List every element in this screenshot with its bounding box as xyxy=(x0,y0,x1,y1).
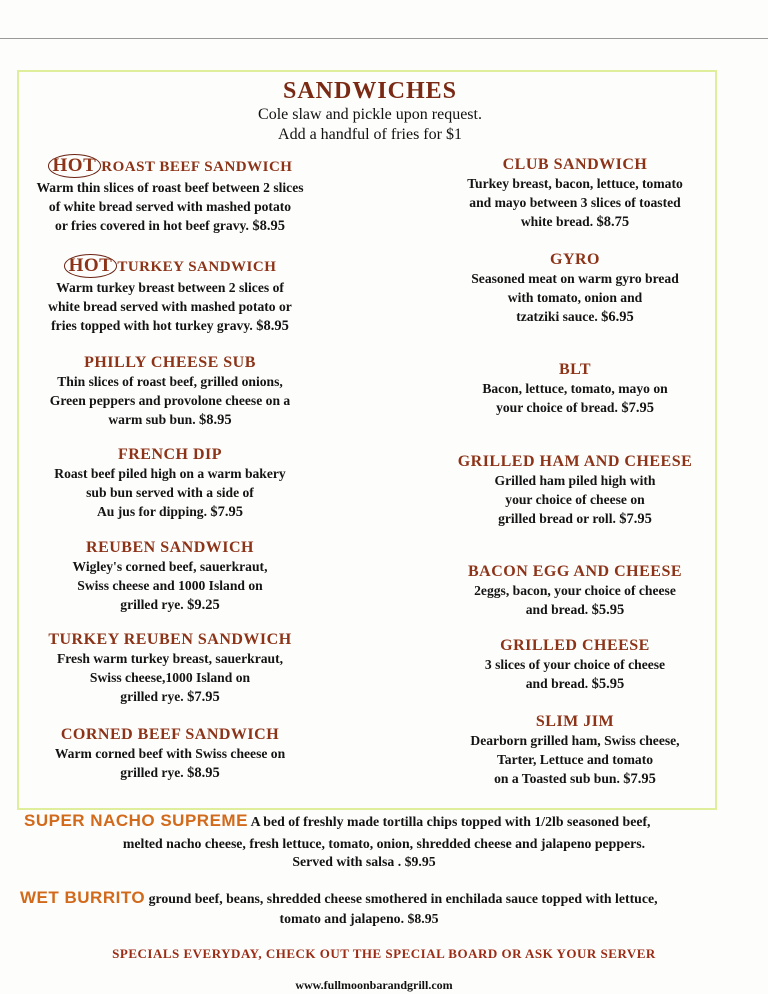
hot-badge: HOT xyxy=(64,254,118,278)
menu-item-hot-turkey: HOT TURKEY SANDWICH Warm turkey breast between 2 slices of white bread served with mashed potato or fries topped with hot turkey gravy. $8.95 xyxy=(48,255,292,334)
nacho-line-2: melted nacho cheese, fresh lettuce, tomato, onion, shredded cheese and jalapeno peppers. xyxy=(122,836,646,851)
menu-item-club-sandwich: CLUB SANDWICH Turkey breast, bacon, lettuce, tomato and mayo between 3 slices of toasted white bread. $8.75 xyxy=(467,156,683,230)
menu-item-grilled-cheese: GRILLED CHEESE 3 slices of your choice of cheese and bread. $5.95 xyxy=(484,637,666,692)
menu-item-bacon-egg-cheese: BACON EGG AND CHEESE 2eggs, bacon, your choice of cheese and bread. $5.95 xyxy=(467,563,683,618)
section-title: SANDWICHES xyxy=(282,78,458,104)
hot-badge: HOT xyxy=(48,154,102,178)
menu-item-turkey-reuben: TURKEY REUBEN SANDWICH Fresh warm turkey breast, sauerkraut, Swiss cheese,1000 Island on grilled rye. $7.95 xyxy=(48,631,292,705)
price: $7.95 xyxy=(619,511,652,527)
subtitle-fries: Add a handful of fries for $1 xyxy=(278,126,462,143)
nacho-line-1: SUPER NACHO SUPREME A bed of freshly made tortilla chips topped with 1/2lb seasoned beef, xyxy=(24,811,651,830)
nacho-line-3: Served with salsa . $9.95 xyxy=(292,854,436,869)
menu-item-corned-beef: CORNED BEEF SANDWICH Warm corned beef with Swiss cheese on grilled rye. $8.95 xyxy=(54,726,286,781)
price: $8.95 xyxy=(199,412,232,428)
subtitle-coleslaw: Cole slaw and pickle upon request. xyxy=(258,106,482,123)
price: $8.95 xyxy=(256,318,289,334)
menu-item-blt: BLT Bacon, lettuce, tomato, mayo on your choice of bread. $7.95 xyxy=(482,361,668,416)
price: $7.95 xyxy=(621,400,654,416)
price: $8.95 xyxy=(252,218,285,234)
specials-banner: SPECIALS EVERYDAY, CHECK OUT THE SPECIAL BOARD OR ASK YOUR SERVER xyxy=(112,946,656,961)
price: $5.95 xyxy=(591,602,625,618)
burrito-line-2: tomato and jalapeno. $8.95 xyxy=(279,911,439,926)
price: $6.95 xyxy=(601,309,634,325)
menu-item-reuben: REUBEN SANDWICH Wigley's corned beef, sauerkraut, Swiss cheese and 1000 Island on grilled rye. $9.25 xyxy=(72,539,268,613)
price: $7.95 xyxy=(623,771,656,787)
nacho-title: SUPER NACHO SUPREME xyxy=(24,811,248,830)
burrito-title: WET BURRITO xyxy=(20,888,146,907)
website-link[interactable]: www.fullmoonbarandgrill.com xyxy=(295,978,453,992)
menu-item-hot-roast-beef: HOT ROAST BEEF SANDWICH Warm thin slices of roast beef between 2 slices of white bread served with mashed potato or fries covered in hot beef gravy. $8.95 xyxy=(36,155,304,234)
price: $5.95 xyxy=(591,676,625,692)
price: $7.95 xyxy=(187,689,220,705)
menu-item-grilled-ham-cheese: GRILLED HAM AND CHEESE Grilled ham piled high with your choice of cheese on grilled bread or roll. $7.95 xyxy=(457,453,693,527)
price: $9.25 xyxy=(187,597,220,613)
menu-item-french-dip: FRENCH DIP Roast beef piled high on a warm bakery sub bun served with a side of Au jus for dipping. $7.95 xyxy=(54,446,286,520)
burrito-line-1: WET BURRITO ground beef, beans, shredded cheese smothered in enchilada sauce topped with lettuce, xyxy=(20,888,658,907)
price: $8.95 xyxy=(187,765,220,781)
price: $7.95 xyxy=(210,504,244,520)
menu-item-philly-cheese-sub: PHILLY CHEESE SUB Thin slices of roast beef, grilled onions, Green peppers and provolone cheese on a warm sub bun. $8.95 xyxy=(49,354,291,428)
menu-item-slim-jim: SLIM JIM Dearborn grilled ham, Swiss cheese, Tarter, Lettuce and tomato on a Toasted sub bun. $7.95 xyxy=(470,713,680,787)
page-top-rule xyxy=(0,38,768,39)
menu-item-gyro: GYRO Seasoned meat on warm gyro bread with tomato, onion and tzatziki sauce. $6.95 xyxy=(471,251,679,325)
price: $8.75 xyxy=(596,214,630,230)
